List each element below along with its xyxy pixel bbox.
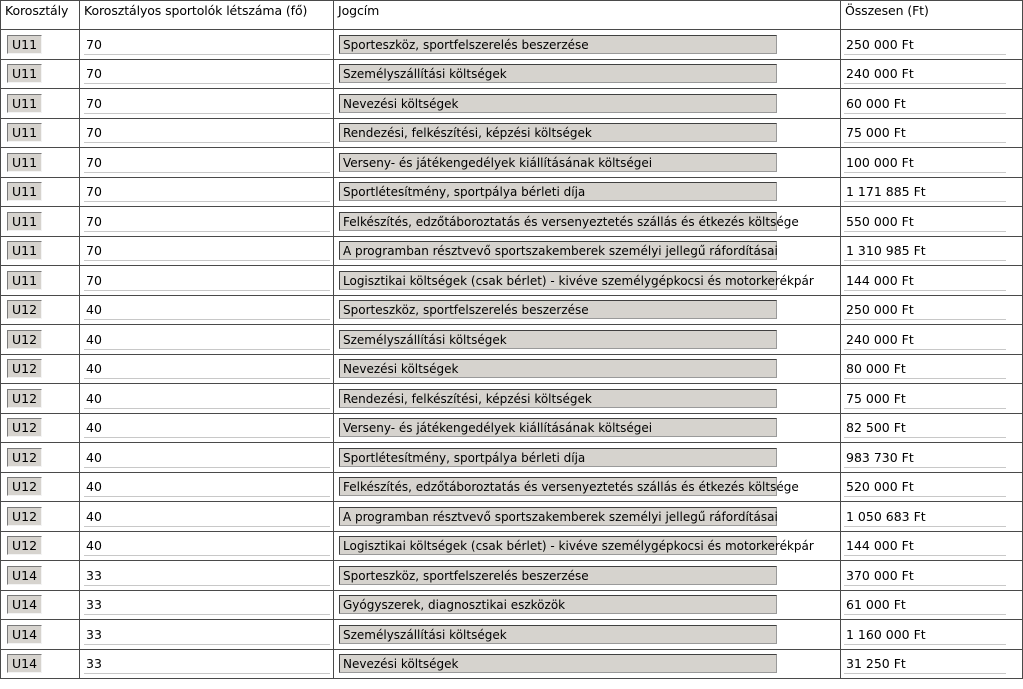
athlete-count-cell <box>80 118 334 148</box>
total-input[interactable]: 983 730 Ft <box>844 447 1006 468</box>
age-group-select[interactable]: U11 <box>7 94 42 113</box>
total-cell <box>841 59 1023 89</box>
total-input[interactable]: 370 000 Ft <box>844 565 1006 586</box>
total-cell <box>841 295 1023 325</box>
total-cell <box>841 30 1023 60</box>
total-input[interactable]: 31 250 Ft <box>844 653 1006 674</box>
total-input[interactable]: 60 000 Ft <box>844 93 1006 114</box>
total-cell <box>841 177 1023 207</box>
athlete-count-cell <box>80 236 334 266</box>
athlete-count-cell <box>80 443 334 473</box>
title-select[interactable]: Sportlétesítmény, sportpálya bérleti díja <box>339 448 777 467</box>
athlete-count-input[interactable]: 70 <box>84 122 330 143</box>
table-row <box>1 620 1023 650</box>
age-group-select[interactable]: U12 <box>7 477 42 496</box>
athlete-count-input[interactable]: 33 <box>84 624 330 645</box>
age-group-cell <box>1 89 80 119</box>
title-cell <box>334 443 841 473</box>
total-input[interactable]: 75 000 Ft <box>844 122 1006 143</box>
table-row <box>1 531 1023 561</box>
table-row <box>1 266 1023 296</box>
age-group-select[interactable]: U14 <box>7 654 42 673</box>
header-title: Jogcím <box>334 1 841 30</box>
title-select[interactable]: Rendezési, felkészítési, képzési költségek <box>339 123 777 142</box>
table-row <box>1 148 1023 178</box>
total-cell <box>841 620 1023 650</box>
athlete-count-input[interactable]: 40 <box>84 329 330 350</box>
athlete-count-input[interactable]: 33 <box>84 653 330 674</box>
age-group-cell <box>1 177 80 207</box>
total-cell <box>841 354 1023 384</box>
header-total: Összesen (Ft) <box>841 1 1023 30</box>
age-group-select[interactable]: U14 <box>7 566 42 585</box>
table-row <box>1 295 1023 325</box>
athlete-count-input[interactable]: 40 <box>84 447 330 468</box>
title-select[interactable]: Sporteszköz, sportfelszerelés beszerzése <box>339 566 777 585</box>
athlete-count-cell <box>80 295 334 325</box>
athlete-count-cell <box>80 325 334 355</box>
title-cell <box>334 502 841 532</box>
title-select[interactable]: A programban résztvevő sportszakemberek személyi jellegű ráfordításai <box>339 241 777 260</box>
total-cell <box>841 413 1023 443</box>
athlete-count-input[interactable]: 70 <box>84 270 330 291</box>
athlete-count-cell <box>80 620 334 650</box>
title-select[interactable]: Rendezési, felkészítési, képzési költségek <box>339 389 777 408</box>
athlete-count-cell <box>80 89 334 119</box>
age-group-cell <box>1 443 80 473</box>
title-cell <box>334 354 841 384</box>
title-cell <box>334 472 841 502</box>
age-group-select[interactable]: U11 <box>7 212 42 231</box>
total-input[interactable]: 1 050 683 Ft <box>844 506 1006 527</box>
table-row <box>1 502 1023 532</box>
title-cell <box>334 384 841 414</box>
title-select[interactable]: A programban résztvevő sportszakemberek személyi jellegű ráfordításai <box>339 507 777 526</box>
total-cell <box>841 207 1023 237</box>
age-group-select[interactable]: U11 <box>7 241 42 260</box>
athlete-count-input[interactable]: 40 <box>84 417 330 438</box>
age-group-cell <box>1 236 80 266</box>
age-group-select[interactable]: U12 <box>7 330 42 349</box>
athlete-count-input[interactable]: 40 <box>84 388 330 409</box>
total-input[interactable]: 144 000 Ft <box>844 535 1006 556</box>
title-cell <box>334 59 841 89</box>
title-select[interactable]: Logisztikai költségek (csak bérlet) - kivéve személygépkocsi és motorkerékpár <box>339 271 777 290</box>
age-group-cell <box>1 649 80 679</box>
total-input[interactable]: 82 500 Ft <box>844 417 1006 438</box>
athlete-count-cell <box>80 561 334 591</box>
header-row <box>1 1 1023 30</box>
age-group-select[interactable]: U12 <box>7 389 42 408</box>
total-input[interactable]: 1 160 000 Ft <box>844 624 1006 645</box>
age-group-cell <box>1 590 80 620</box>
age-group-cell <box>1 266 80 296</box>
table-row <box>1 59 1023 89</box>
athlete-count-cell <box>80 354 334 384</box>
athlete-count-input[interactable]: 70 <box>84 181 330 202</box>
total-input[interactable]: 75 000 Ft <box>844 388 1006 409</box>
table-row <box>1 207 1023 237</box>
age-group-cell <box>1 561 80 591</box>
title-select[interactable]: Verseny- és játékengedélyek kiállításának költségei <box>339 418 777 437</box>
title-select[interactable]: Személyszállítási költségek <box>339 64 777 83</box>
age-group-cell <box>1 59 80 89</box>
total-cell <box>841 384 1023 414</box>
title-select[interactable]: Sportlétesítmény, sportpálya bérleti díja <box>339 182 777 201</box>
title-select[interactable]: Sporteszköz, sportfelszerelés beszerzése <box>339 300 777 319</box>
age-group-cell <box>1 148 80 178</box>
age-group-select[interactable]: U12 <box>7 300 42 319</box>
total-input[interactable]: 250 000 Ft <box>844 299 1006 320</box>
athlete-count-cell <box>80 649 334 679</box>
total-input[interactable]: 240 000 Ft <box>844 329 1006 350</box>
athlete-count-cell <box>80 148 334 178</box>
total-input[interactable]: 1 310 985 Ft <box>844 240 1006 261</box>
athlete-count-input[interactable]: 70 <box>84 211 330 232</box>
age-group-cell <box>1 384 80 414</box>
age-group-cell <box>1 531 80 561</box>
total-input[interactable]: 61 000 Ft <box>844 594 1006 615</box>
title-select[interactable]: Sporteszköz, sportfelszerelés beszerzése <box>339 35 777 54</box>
age-group-select[interactable]: U12 <box>7 418 42 437</box>
total-input[interactable]: 80 000 Ft <box>844 358 1006 379</box>
age-group-select[interactable]: U11 <box>7 123 42 142</box>
total-cell <box>841 236 1023 266</box>
age-group-cell <box>1 30 80 60</box>
title-cell <box>334 89 841 119</box>
title-select[interactable]: Verseny- és játékengedélyek kiállításának költségei <box>339 153 777 172</box>
athlete-count-cell <box>80 531 334 561</box>
total-cell <box>841 266 1023 296</box>
total-cell <box>841 325 1023 355</box>
athlete-count-cell <box>80 413 334 443</box>
athlete-count-input[interactable]: 40 <box>84 476 330 497</box>
age-group-cell <box>1 325 80 355</box>
age-group-select[interactable]: U11 <box>7 153 42 172</box>
age-group-cell <box>1 295 80 325</box>
athlete-count-input[interactable]: 70 <box>84 240 330 261</box>
age-group-select[interactable]: U11 <box>7 182 42 201</box>
total-cell <box>841 649 1023 679</box>
athlete-count-cell <box>80 266 334 296</box>
total-cell <box>841 531 1023 561</box>
athlete-count-input[interactable]: 40 <box>84 506 330 527</box>
age-group-select[interactable]: U12 <box>7 359 42 378</box>
title-cell <box>334 590 841 620</box>
age-group-cell <box>1 502 80 532</box>
athlete-count-input[interactable]: 33 <box>84 594 330 615</box>
athlete-count-input[interactable]: 70 <box>84 63 330 84</box>
title-select[interactable]: Gyógyszerek, diagnosztikai eszközök <box>339 595 777 614</box>
athlete-count-cell <box>80 30 334 60</box>
title-cell <box>334 620 841 650</box>
title-cell <box>334 325 841 355</box>
age-group-select[interactable]: U11 <box>7 271 42 290</box>
age-group-cell <box>1 472 80 502</box>
athlete-count-input[interactable]: 70 <box>84 152 330 173</box>
title-cell <box>334 649 841 679</box>
total-input[interactable]: 520 000 Ft <box>844 476 1006 497</box>
table-row <box>1 472 1023 502</box>
athlete-count-cell <box>80 177 334 207</box>
table-row <box>1 118 1023 148</box>
table-row <box>1 413 1023 443</box>
title-select[interactable]: Logisztikai költségek (csak bérlet) - kivéve személygépkocsi és motorkerékpár <box>339 536 777 555</box>
total-cell <box>841 590 1023 620</box>
total-cell <box>841 472 1023 502</box>
total-input[interactable]: 1 171 885 Ft <box>844 181 1006 202</box>
title-cell <box>334 118 841 148</box>
age-group-cell <box>1 354 80 384</box>
athlete-count-cell <box>80 472 334 502</box>
age-group-cell <box>1 620 80 650</box>
title-select[interactable]: Felkészítés, edzőtáboroztatás és versenyeztetés szállás és étkezés költsége <box>339 212 777 231</box>
age-group-select[interactable]: U12 <box>7 448 42 467</box>
title-select[interactable]: Felkészítés, edzőtáboroztatás és versenyeztetés szállás és étkezés költsége <box>339 477 777 496</box>
title-cell <box>334 413 841 443</box>
age-group-cell <box>1 413 80 443</box>
athlete-count-input[interactable]: 33 <box>84 565 330 586</box>
title-select[interactable]: Nevezési költségek <box>339 359 777 378</box>
title-cell <box>334 531 841 561</box>
athlete-count-input[interactable]: 70 <box>84 93 330 114</box>
athlete-count-cell <box>80 502 334 532</box>
athlete-count-input[interactable]: 40 <box>84 299 330 320</box>
age-group-cell <box>1 118 80 148</box>
title-cell <box>334 295 841 325</box>
table-row <box>1 30 1023 60</box>
title-cell <box>334 266 841 296</box>
title-select[interactable]: Személyszállítási költségek <box>339 330 777 349</box>
athlete-count-cell <box>80 590 334 620</box>
table-row <box>1 325 1023 355</box>
total-cell <box>841 89 1023 119</box>
table-row <box>1 443 1023 473</box>
athlete-count-cell <box>80 207 334 237</box>
age-group-select[interactable]: U12 <box>7 507 42 526</box>
table-row <box>1 354 1023 384</box>
table-row <box>1 649 1023 679</box>
athlete-count-cell <box>80 384 334 414</box>
athlete-count-input[interactable]: 40 <box>84 358 330 379</box>
table-row <box>1 384 1023 414</box>
header-age-group: Korosztály <box>1 1 80 30</box>
age-group-cell <box>1 207 80 237</box>
total-input[interactable]: 240 000 Ft <box>844 63 1006 84</box>
title-cell <box>334 561 841 591</box>
table-row <box>1 177 1023 207</box>
age-group-select[interactable]: U11 <box>7 35 42 54</box>
table-row <box>1 236 1023 266</box>
age-group-select[interactable]: U11 <box>7 64 42 83</box>
title-cell <box>334 148 841 178</box>
header-athlete-count: Korosztályos sportolók létszáma (fő) <box>80 1 334 30</box>
age-group-select[interactable]: U14 <box>7 625 42 644</box>
title-select[interactable]: Nevezési költségek <box>339 654 777 673</box>
title-cell <box>334 236 841 266</box>
title-select[interactable]: Nevezési költségek <box>339 94 777 113</box>
total-cell <box>841 443 1023 473</box>
total-input[interactable]: 550 000 Ft <box>844 211 1006 232</box>
title-cell <box>334 30 841 60</box>
age-group-select[interactable]: U12 <box>7 536 42 555</box>
total-cell <box>841 118 1023 148</box>
athlete-count-input[interactable]: 40 <box>84 535 330 556</box>
athlete-count-input[interactable]: 70 <box>84 34 330 55</box>
total-cell <box>841 148 1023 178</box>
title-cell <box>334 207 841 237</box>
athlete-count-cell <box>80 59 334 89</box>
total-input[interactable]: 250 000 Ft <box>844 34 1006 55</box>
table-row <box>1 590 1023 620</box>
title-cell <box>334 177 841 207</box>
total-cell <box>841 561 1023 591</box>
total-cell <box>841 502 1023 532</box>
table-row <box>1 561 1023 591</box>
total-input[interactable]: 100 000 Ft <box>844 152 1006 173</box>
table-row <box>1 89 1023 119</box>
total-input[interactable]: 144 000 Ft <box>844 270 1006 291</box>
title-select[interactable]: Személyszállítási költségek <box>339 625 777 644</box>
age-group-select[interactable]: U14 <box>7 595 42 614</box>
